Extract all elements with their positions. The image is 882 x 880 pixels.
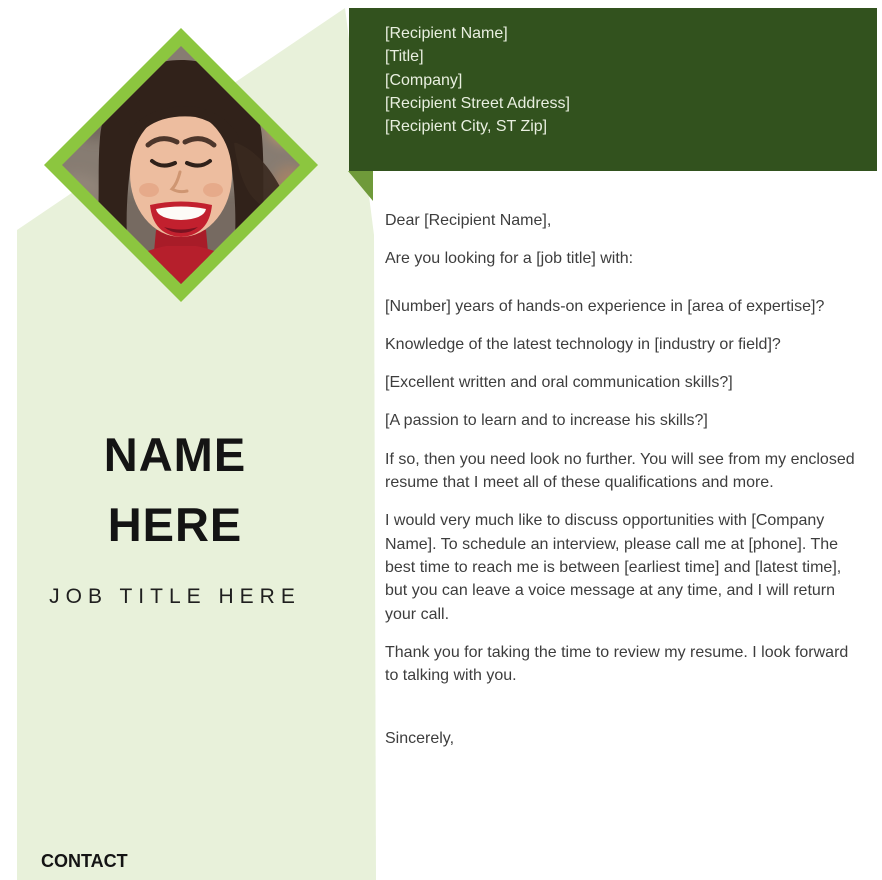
recipient-title-placeholder[interactable]: [Title]	[385, 48, 424, 66]
recipient-company-placeholder[interactable]: [Company]	[385, 71, 463, 89]
job-title[interactable]: JOB TITLE HERE	[49, 585, 301, 608]
qualification-line-3[interactable]: [Excellent written and oral communication skills?]	[385, 374, 733, 392]
salutation-line[interactable]: Dear [Recipient Name],	[385, 212, 552, 229]
body-paragraph-3[interactable]: Thank you for taking the time to review my resume. I look forward to talking with you.	[385, 643, 849, 685]
qualification-line-2[interactable]: Knowledge of the latest technology in [industry or field]?	[385, 335, 781, 353]
qualification-line-4[interactable]: [A passion to learn and to increase his skills?]	[385, 412, 708, 430]
body-paragraph-1[interactable]: If so, then you need look no further. You will see from my enclosed resume that I meet all of these qualifications and more.	[385, 450, 855, 492]
letter-body	[385, 209, 855, 766]
name-line-1: NAME	[103, 428, 247, 481]
portrait-photo	[38, 22, 324, 308]
recipient-city-placeholder[interactable]: [Recipient City, ST Zip]	[385, 118, 548, 136]
qualification-line-1[interactable]: [Number] years of hands-on experience in [area of expertise]?	[385, 297, 825, 315]
contact-section-heading[interactable]: CONTACT	[41, 851, 128, 871]
name-heading[interactable]	[33, 420, 317, 560]
recipient-name-placeholder[interactable]: [Recipient Name]	[385, 25, 508, 42]
closing-line[interactable]: Sincerely,	[385, 730, 455, 748]
opening-line[interactable]: Are you looking for a [job title] with:	[385, 250, 634, 268]
recipient-street-placeholder[interactable]: [Recipient Street Address]	[385, 94, 570, 112]
profile-photo-diamond[interactable]	[38, 22, 324, 308]
body-paragraph-2[interactable]: I would very much like to discuss opportunities with [Company Name]. To schedule an interview, please call me at [phone]. The best time to reach me is between [earliest time] and [latest time], but you can leave a voice message at any time, and I will return your call.	[385, 512, 842, 623]
name-line-2: HERE	[107, 498, 243, 551]
recipient-address-block	[349, 8, 877, 171]
